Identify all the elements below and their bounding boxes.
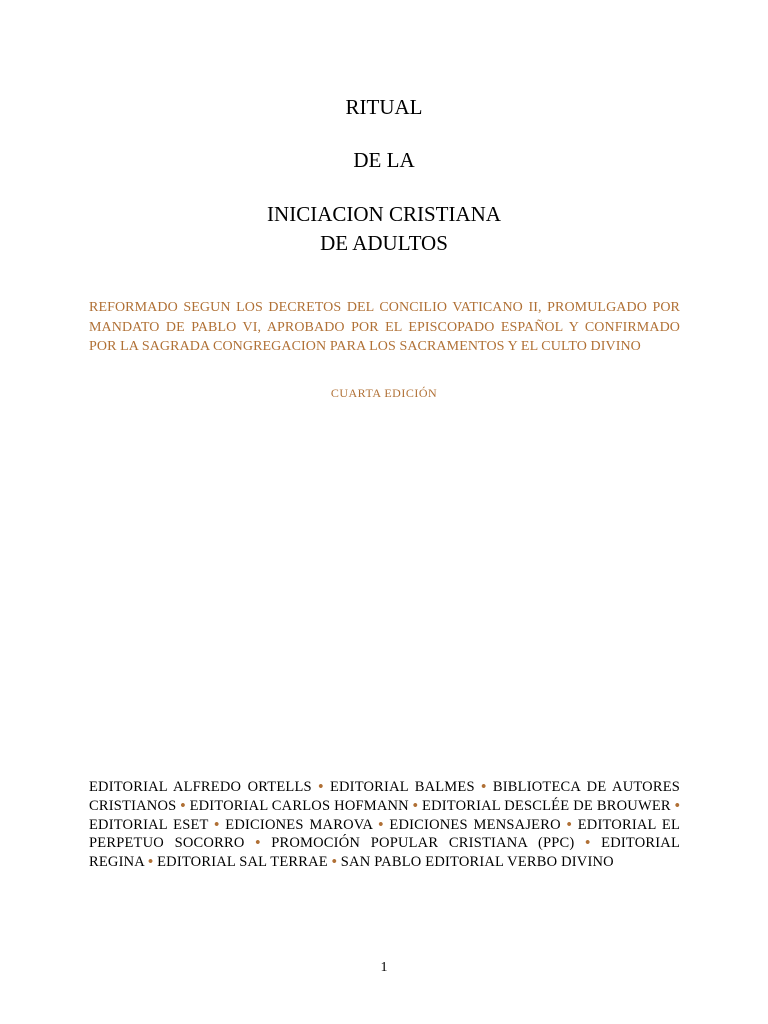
edition-label: CUARTA EDICIÓN bbox=[330, 386, 438, 400]
publisher-name: EDITORIAL DESCLÉE DE BROUWER bbox=[422, 797, 671, 814]
publisher-name: EDITORIAL VERBO DIVINO bbox=[425, 854, 614, 871]
subtitle-paragraph: REFORMADO SEGUN LOS DECRETOS DEL CONCILIO VATICANO II, PROMULGADO POR MANDATO DE PABLO VI, APROBADO POR EL EPISCOPADO ESPAÑOL Y CONFIRMADO POR LA SAGRADA CONGREGACION PARA LOS SACRAMENTOS Y EL CULTO DIVINO bbox=[89, 300, 680, 354]
bullet-separator: • bbox=[255, 835, 261, 852]
bullet-separator: • bbox=[378, 816, 384, 833]
title-line-de-la: DE LA bbox=[353, 148, 415, 172]
bullet-separator: • bbox=[585, 835, 591, 852]
publisher-name: EDITORIAL ALFREDO ORTELLS bbox=[89, 779, 312, 795]
title-line-iniciacion-cristiana: INICIACION CRISTIANA bbox=[267, 202, 501, 226]
bullet-separator: • bbox=[674, 797, 681, 814]
publisher-name: EDITORIAL EL PERPETUO SOCORRO bbox=[89, 816, 680, 852]
publisher-name: EDITORIAL SAL TERRAE bbox=[157, 854, 328, 871]
bullet-separator: • bbox=[148, 854, 154, 871]
publisher-name: EDITORIAL REGINA bbox=[89, 835, 681, 871]
publisher-name: PROMOCIÓN POPULAR CRISTIANA (PPC) bbox=[271, 835, 575, 852]
publisher-name: EDICIONES MAROVA bbox=[225, 816, 373, 833]
publishers-list bbox=[89, 778, 680, 872]
publisher-name: EDITORIAL CARLOS HOFMANN bbox=[189, 797, 409, 814]
publisher-name: BIBLIOTECA DE AUTORES CRISTIANOS bbox=[89, 779, 681, 814]
title-line-de-adultos: DE ADULTOS bbox=[320, 231, 448, 255]
bullet-separator: • bbox=[331, 854, 337, 871]
publisher-name: EDICIONES MENSAJERO bbox=[389, 816, 561, 833]
bullet-separator: • bbox=[180, 797, 186, 814]
publisher-name: EDITORIAL ESET bbox=[89, 816, 209, 833]
publisher-name: EDITORIAL BALMES bbox=[329, 779, 475, 795]
title-line-ritual: RITUAL bbox=[345, 95, 423, 119]
bullet-separator: • bbox=[214, 816, 220, 833]
bullet-separator: • bbox=[318, 779, 324, 795]
bullet-separator: • bbox=[412, 797, 419, 814]
bullet-separator: • bbox=[566, 816, 572, 833]
bullet-separator: • bbox=[481, 779, 487, 795]
publisher-name: SAN PABLO bbox=[340, 854, 422, 871]
page-number: 1 bbox=[380, 960, 388, 975]
